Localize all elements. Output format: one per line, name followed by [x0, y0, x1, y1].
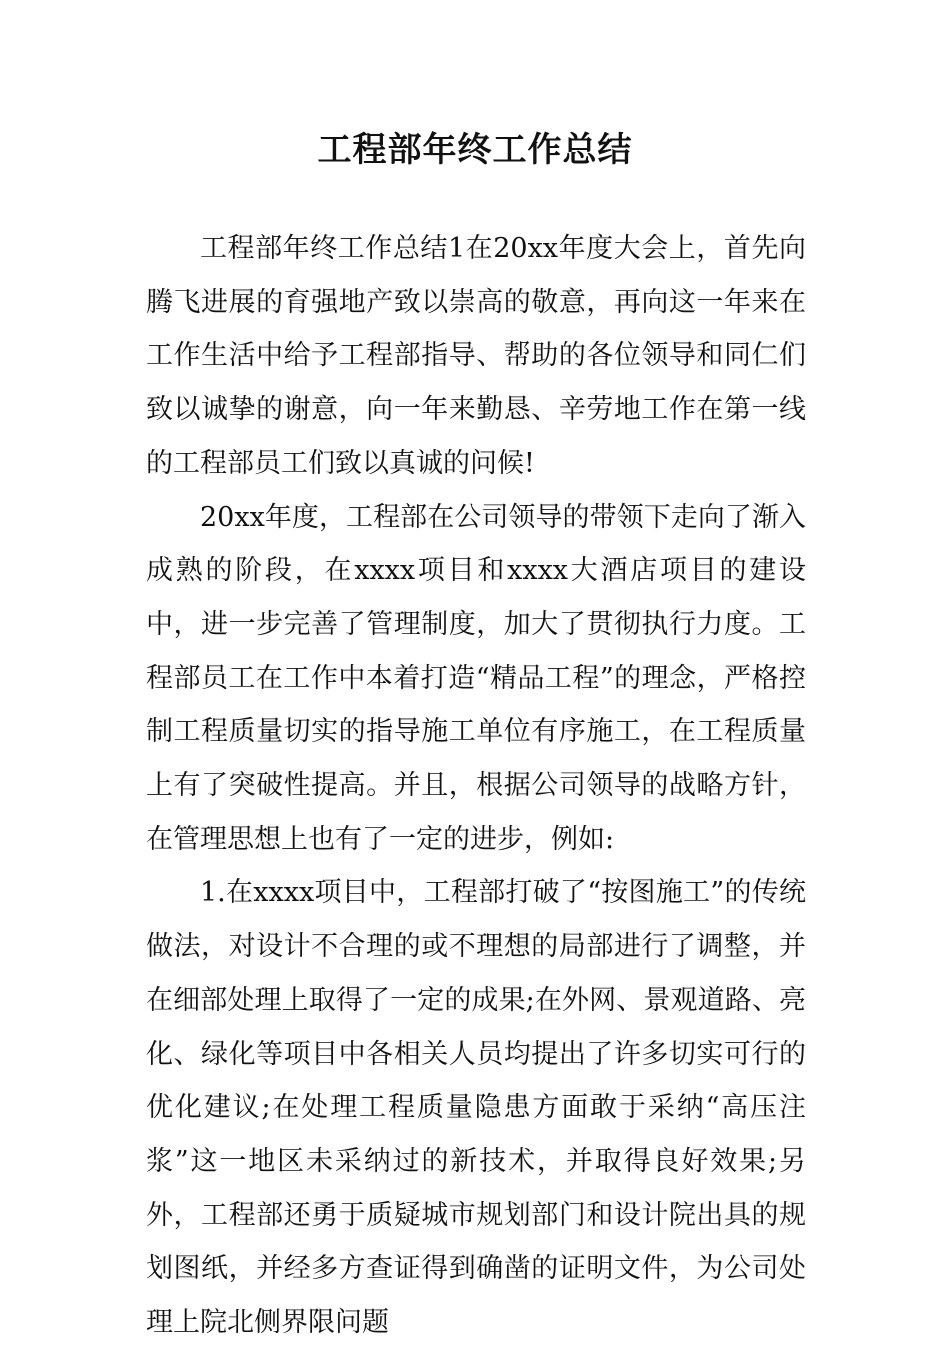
- paragraph-2: 20xx年度，工程部在公司领导的带领下走向了渐入成熟的阶段，在xxxx项目和xxxx大酒店项目的建设中，进一步完善了管理制度，加大了贯彻执行力度。工程部员工在工作中本着打造“精品工程”的理念，严格控制工程质量切实的指导施工单位有序施工，在工程质量上有了突破性提高。并且，根据公司领导的战略方针，在管理思想上也有了一定的进步，例如:: [146, 501, 806, 855]
- document-title: 工程部年终工作总结: [317, 130, 633, 170]
- paragraph-3: 1.在xxxx项目中，工程部打破了“按图施工”的传统做法，对设计不合理的或不理想的局部进行了调整，并在细部处理上取得了一定的成果;在外网、景观道路、亮化、绿化等项目中各相关人员均提出了许多切实可行的优化建议;在处理工程质量隐患方面敢于采纳“高压注浆”这一地区未采纳过的新技术，并取得良好效果;另外，工程部还勇于质疑城市规划部门和设计院出具的规划图纸，并经多方查证得到确凿的证明文件，为公司处理上院北侧界限问题: [146, 877, 806, 1339]
- document-body: [146, 222, 806, 1350]
- paragraph-1: 工程部年终工作总结1在20xx年度大会上，首先向腾飞进展的育强地产致以崇高的敬意，再向这一年来在工作生活中给予工程部指导、帮助的各位领导和同仁们致以诚挚的谢意，向一年来勤恳、辛劳地工作在第一线的工程部员工们致以真诚的问候!: [146, 233, 806, 479]
